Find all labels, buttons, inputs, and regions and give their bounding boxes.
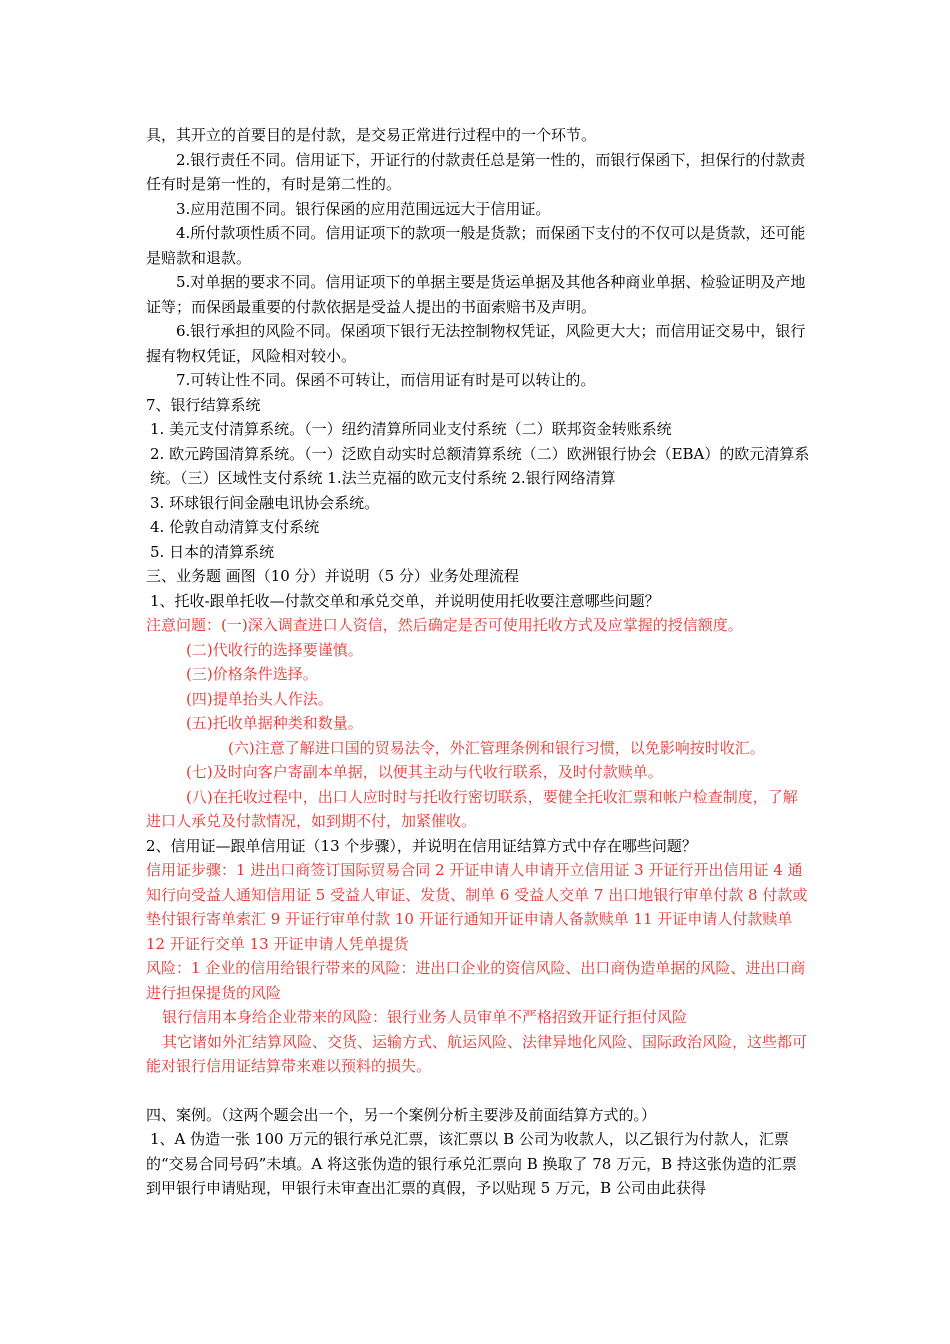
paragraph: 6.银行承担的风险不同。保函项下银行无法控制物权凭证，风险更大大；而信用证交易中，银行握有物权凭证，风险相对较小。 [146, 322, 806, 365]
answer-paragraph: 风险：1 企业的信用给银行带来的风险：进出口企业的资信风险、出口商伪造单据的风险、进出口商进行担保提货的风险 [146, 959, 806, 1002]
section-heading: 7、银行结算系统 [146, 395, 261, 414]
answer-paragraph: 其它诸如外汇结算风险、交货、运输方式、航运风险、法律异地化风险、国际政治风险，这些都可能对银行信用证结算带来难以预料的损失。 [146, 1032, 808, 1075]
answer-item: (六)注意了解进口国的贸易法令，外汇管理条例和银行习惯，以免影响按时收汇。 [228, 738, 765, 757]
list-item: 5. 日本的清算系统 [150, 542, 275, 561]
blank-line [146, 1079, 811, 1103]
case-paragraph: 1、A 伪造一张 100 万元的银行承兑汇票，该汇票以 B 公司为收款人，以乙银行为付款人，汇票的“交易合同号码”未填。A 将这张伪造的银行承兑汇票向 B 换取了 78 万元，B 持这张伪造的汇票到甲银行申请贴现，甲银行未审查出汇票的真假，予以贴现 5 万元，B 公司由此获得 [146, 1130, 797, 1197]
section-heading: 四、案例。（这两个题会出一个，另一个案例分析主要涉及前面结算方式的。） [146, 1105, 657, 1124]
document-body [146, 123, 811, 1201]
list-item: 4. 伦敦自动清算支付系统 [150, 518, 320, 536]
paragraph: 具，其开立的首要目的是付款，是交易正常进行过程中的一个环节。 [146, 126, 597, 144]
answer-item: (七)及时向客户寄副本单据，以便其主动与代收行联系，及时付款赎单。 [186, 763, 663, 781]
answer-item: (五)托收单据种类和数量。 [186, 714, 363, 732]
list-item: 3. 环球银行间金融电讯协会系统。 [150, 493, 380, 512]
section-heading: 三、业务题 画图（10 分）并说明（5 分）业务处理流程 [146, 567, 519, 585]
question: 1、托收-跟单托收—付款交单和承兑交单，并说明使用托收要注意哪些问题？ [150, 591, 660, 610]
answer-paragraph: 注意问题：(一)深入调查进口人资信，然后确定是否可使用托收方式及应掌握的授信额度。 [146, 616, 743, 634]
question: 2、信用证—跟单信用证（13 个步骤），并说明在信用证结算方式中存在哪些问题？ [146, 836, 697, 855]
list-item: 1. 美元支付清算系统。（一）纽约清算所同业支付系统（二）联邦资金转账系统 [150, 420, 672, 438]
list-item: 2. 欧元跨国清算系统。（一）泛欧自动实时总额清算系统（二）欧洲银行协会（EBA）的欧元清算系统。（三）区域性支付系统 1.法兰克福的欧元支付系统 2.银行网络清算 [150, 444, 810, 487]
answer-paragraph: 银行信用本身给企业带来的风险：银行业务人员审单不严格招致开证行拒付风险 [162, 1008, 688, 1026]
paragraph: 4.所付款项性质不同。信用证项下的款项一般是货款；而保函下支付的不仅可以是货款，还可能是赔款和退款。 [146, 224, 806, 267]
paragraph: 3.应用范围不同。银行保函的应用范围远远大于信用证。 [176, 199, 551, 218]
answer-paragraph: 信用证步骤：1 进出口商签订国际贸易合同 2 开证申请人申请开立信用证 3 开证行开出信用证 4 通知行向受益人通知信用证 5 受益人审证、发货、制单 6 受益人交单 7 出口地银行审单付款 8 付款或垫付银行寄单索汇 9 开证行审单付款 10 开证行通知开证申请人备款赎单 11 开证申请人付款赎单 12 开证行交单 13 开证申请人凭单提货 [146, 861, 808, 953]
paragraph: 7.可转让性不同。保函不可转让，而信用证有时是可以转让的。 [176, 371, 596, 389]
answer-item: (八)在托收过程中，出口人应时时与托收行密切联系，要健全托收汇票和帐户检查制度，了解进口人承兑及付款情况，如到期不付，加紧催收。 [146, 787, 798, 830]
answer-item: (三)价格条件选择。 [186, 665, 318, 683]
answer-item: (四)提单抬头人作法。 [186, 689, 333, 708]
paragraph: 5.对单据的要求不同。信用证项下的单据主要是货运单据及其他各种商业单据、检验证明及产地证等；而保函最重要的付款依据是受益人提出的书面索赔书及声明。 [146, 273, 806, 316]
answer-item: (二)代收行的选择要谨慎。 [186, 640, 363, 659]
paragraph: 2.银行责任不同。信用证下，开证行的付款责任总是第一性的，而银行保函下，担保行的付款责任有时是第一性的，有时是第二性的。 [146, 150, 806, 193]
